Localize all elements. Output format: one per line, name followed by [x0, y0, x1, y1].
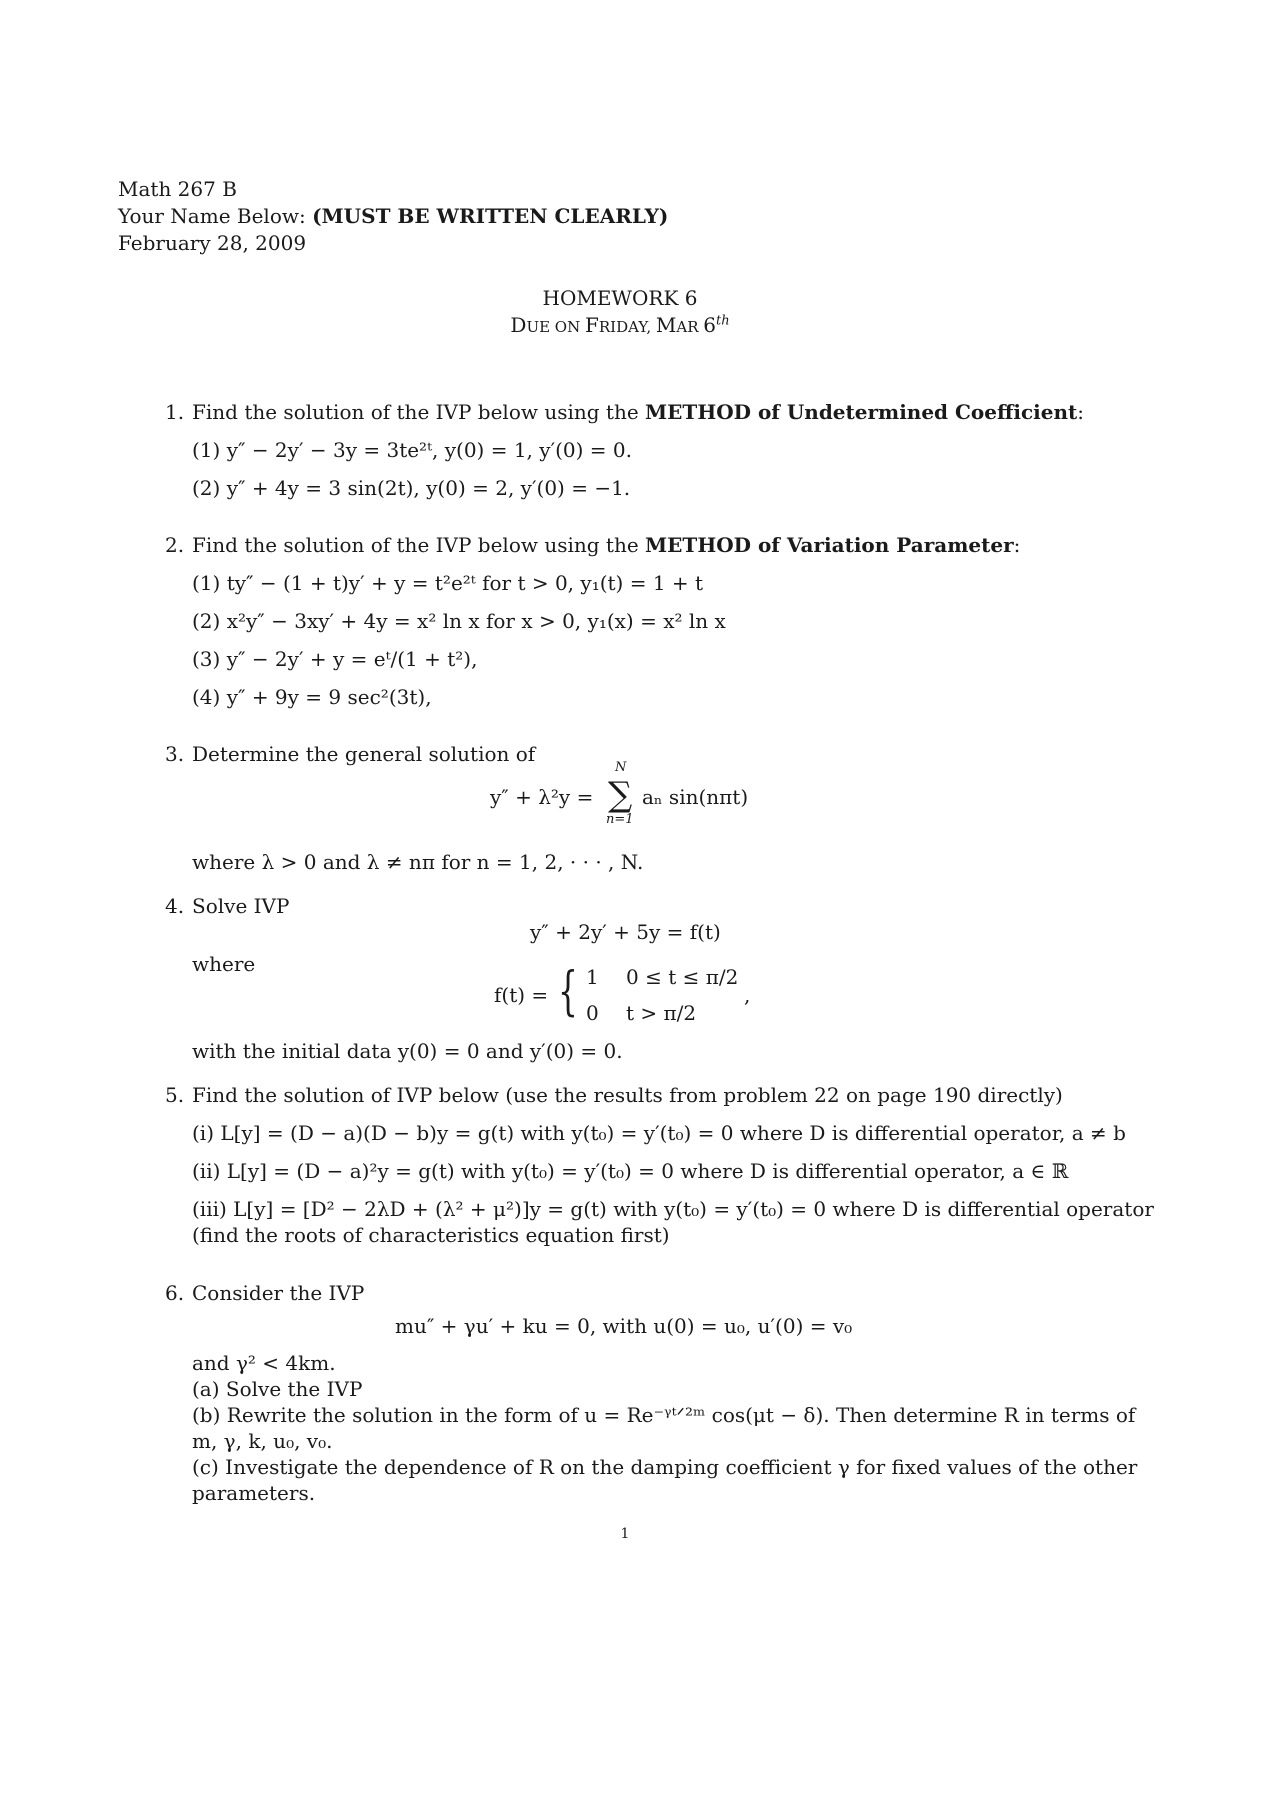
piecewise-comma: , [744, 983, 751, 1007]
name-prefix: Your Name Below: [118, 204, 313, 228]
q2-item-2: (2) x²y″ − 3xy′ + 4y = x² ln x for x > 0, y₁(x) = x² ln x [192, 609, 726, 633]
q6-number: 6. [165, 1281, 185, 1305]
q1-prompt: Find the solution of the IVP below using the METHOD of Undetermined Coefficient: [192, 400, 1085, 424]
q3-where: where λ > 0 and λ ≠ nπ for n = 1, 2, · · · , N. [192, 850, 644, 874]
q6-part-a: (a) Solve the IVP [192, 1377, 363, 1401]
case-1-value: 1 [586, 965, 599, 989]
q6-condition: and γ² < 4km. [192, 1351, 336, 1375]
sum-lower-limit: n=1 [606, 812, 634, 827]
q6-part-c-cont: parameters. [192, 1481, 316, 1505]
f-lhs: f(t) = [494, 983, 549, 1007]
date-line: February 28, 2009 [118, 231, 307, 255]
q4-where: where [192, 952, 256, 976]
q3-prompt: Determine the general solution of [192, 742, 536, 766]
q4-prompt: Solve IVP [192, 894, 290, 918]
q5-item-1: (i) L[y] = (D − a)(D − b)y = g(t) with y(t₀) = y′(t₀) = 0 where D is differential operator, a ≠ b [192, 1121, 1126, 1145]
q1-item-1: (1) y″ − 2y′ − 3y = 3te²ᵗ, y(0) = 1, y′(0) = 0. [192, 438, 632, 462]
q5-item-3: (iii) L[y] = [D² − 2λD + (λ² + μ²)]y = g(t) with y(t₀) = y′(t₀) = 0 where D is differential operator [192, 1197, 1154, 1221]
q2-number: 2. [165, 533, 185, 557]
q5-item-2: (ii) L[y] = (D − a)²y = g(t) with y(t₀) = y′(t₀) = 0 where D is differential operator, a ∈ ℝ [192, 1159, 1069, 1183]
q6-equation: mu″ + γu′ + ku = 0, with u(0) = u₀, u′(0) = v₀ [395, 1314, 853, 1338]
q6-part-b-cont: m, γ, k, u₀, v₀. [192, 1429, 333, 1453]
q2-item-3: (3) y″ − 2y′ + y = eᵗ/(1 + t²), [192, 647, 478, 671]
q3-equation [490, 760, 810, 840]
q1-number: 1. [165, 400, 185, 424]
q4-initial-data: with the initial data y(0) = 0 and y′(0) = 0. [192, 1039, 623, 1063]
left-brace-icon: { [558, 962, 578, 1022]
due-date: DUE ON FRIDAY, MAR 6th [510, 313, 730, 337]
q6-prompt: Consider the IVP [192, 1281, 365, 1305]
case-1-condition: 0 ≤ t ≤ π/2 [626, 965, 739, 989]
q2-item-1: (1) ty″ − (1 + t)y′ + y = t²e²ᵗ for t > 0, y₁(t) = 1 + t [192, 571, 704, 595]
case-2-value: 0 [586, 1001, 599, 1025]
summation-icon: ∑ [608, 775, 633, 815]
q4-equation: y″ + 2y′ + 5y = f(t) [530, 920, 721, 944]
case-2-condition: t > π/2 [626, 1001, 697, 1025]
q5-item-3-note: (find the roots of characteristics equation first) [192, 1223, 670, 1247]
course-line: Math 267 B [118, 177, 237, 201]
q3-number: 3. [165, 742, 185, 766]
name-line [118, 203, 668, 229]
q6-part-c: (c) Investigate the dependence of R on the damping coefficient γ for fixed values of the other [192, 1455, 1138, 1479]
q5-number: 5. [165, 1083, 185, 1107]
q4-number: 4. [165, 894, 185, 918]
sum-upper-limit: N [615, 760, 627, 775]
q3-eq-rhs: aₙ sin(nπt) [642, 785, 749, 809]
q2-prompt: Find the solution of the IVP below using the METHOD of Variation Parameter: [192, 533, 1021, 557]
q2-item-4: (4) y″ + 9y = 9 sec²(3t), [192, 685, 432, 709]
q5-prompt: Find the solution of IVP below (use the results from problem 22 on page 190 directly) [192, 1083, 1063, 1107]
piecewise-function [494, 960, 774, 1032]
q1-item-2: (2) y″ + 4y = 3 sin(2t), y(0) = 2, y′(0) = −1. [192, 476, 631, 500]
q6-part-b: (b) Rewrite the solution in the form of u = Re⁻ᵞᵗᐟ²ᵐ cos(μt − δ). Then determine R in terms of [192, 1403, 1136, 1427]
page-number: 1 [620, 1526, 630, 1542]
page-title: HOMEWORK 6 [542, 286, 698, 310]
q3-eq-lhs: y″ + λ²y = [490, 785, 594, 809]
name-instruction: (MUST BE WRITTEN CLEARLY) [312, 204, 669, 228]
